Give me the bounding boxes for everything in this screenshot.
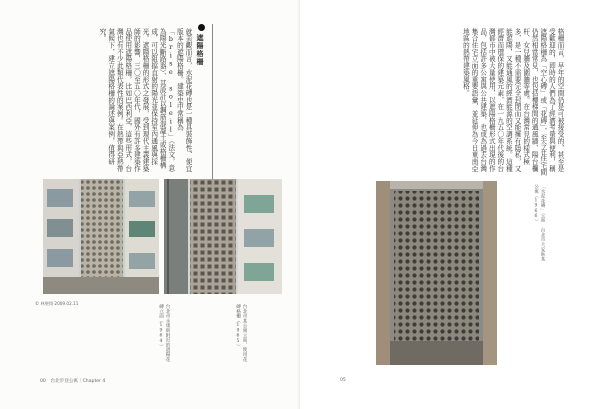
right-photo-caption: 「水泥花磚」立面 台北市大安區某公寓（1966）: [533, 184, 545, 262]
left-photo-caption-2: 台北市某公寓立面，使用花磚格柵（1965）: [235, 304, 247, 362]
left-photo-1: [43, 179, 159, 294]
right-page-footer: 05: [340, 378, 346, 383]
building-facade-photo-1: [43, 179, 159, 294]
left-page-footer: 00 台北步登公寓｜Chapter 4: [40, 379, 106, 384]
right-page: [300, 0, 600, 409]
left-photo-caption-1: 台北市永康街附近的遮陽花磚立面（1964）: [158, 304, 170, 362]
section-divider: [212, 24, 213, 182]
left-body-text: 就美觀而言，水泥花磚也是一種具裝飾性、便宜版本的遮陽格柵。建築史中常稱為「brise soleil」（法文，意為陽光斷路器）、其設計以鋼筋混凝土或格柵構成，可以阻擋直射的陽光並保持室內通風與採光。遮陽格柵的形式之發展，受到現代主義建築師的影響，三〇至五〇年代，國外有許多建築作品使用遮陽格柵，比如巴西利亞，這些形式，台灣也有不少此類代表性的案例。在熱帶與亞熱帶氣候下，建立遮陽格柵的論述與案例，值得研究。: [98, 28, 192, 172]
left-photo-2: [164, 179, 282, 294]
section-bullet-icon: [198, 24, 205, 31]
building-facade-photo-2: [164, 179, 282, 294]
photo-credit: © 林聖翔 2009.02.11: [35, 301, 79, 306]
tall-facade-photo: [376, 181, 497, 365]
section-title: 遮陽格柵: [196, 34, 204, 66]
right-body-text: 格柵而言，早年的空間仍是可被接受的，甚至是受歡迎的，即時的人們為了經濟考量與便利，稱遮陽格柵為「空心磚」或「花磚」，至今在住宅間仍然相當常見，也包括樓梯間的通風牆、陽台欄杆、女兒牆及圍牆等處。在台灣常見的樣式極多，是一種不需要完全封閉而又能擁有隱私，又能遮陽，又能通風的經濟能源的空調系統。這種經濟而環保的建築元素，在一九五〇年代後的台灣都市中被大量使用，以遮陽格柵形式出現的作品，包括許多公寓與公共建築，也成為過去台灣集合住宅立面的重要語彙，並延伸為今日東南亞地區的熱帶建築風格。: [461, 28, 564, 176]
right-photo: [376, 181, 497, 365]
